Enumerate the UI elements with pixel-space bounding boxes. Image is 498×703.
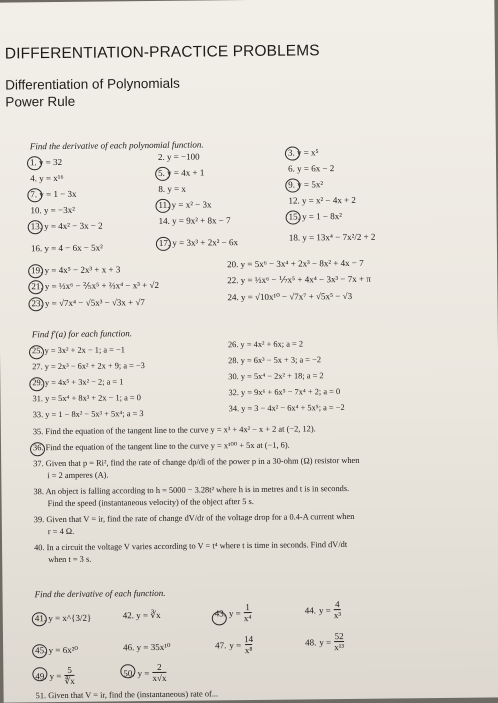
word-problem-cont: Find the speed (instantaneous velocity) of the object after 5 s.: [47, 496, 254, 509]
problem: 43. y = $\frac{1}{\text{x⁴}}$: [214, 602, 252, 624]
problem: 17. y = 3x³ + 2x² − 6x: [158, 237, 239, 248]
pen-circle-mark: [286, 210, 301, 224]
pen-circle-mark: [27, 156, 42, 170]
page-title: DIFFERENTIATION-PRACTICE PROBLEMS: [4, 42, 320, 63]
problem: 18. y = 13x⁴ − 7x²/2 + 2: [288, 231, 376, 243]
problem: 21. y = ⅓x⁶ − ⅖x⁵ + ⅔x⁴ − x³ + √2: [31, 279, 160, 292]
problem: 34. y = 3 − 4x² − 6x⁴ + 5x⁵; a = −2: [228, 403, 345, 414]
problem: 46. y = 35x¹⁰: [123, 641, 171, 653]
problem: 31. y = 5x⁴ + 8x³ + 2x − 1; a = 0: [32, 393, 141, 404]
problem: 27. y = 2x³ − 6x² + 2x + 9; a = −3: [32, 361, 145, 372]
problem: 4. y = x¹⁶: [30, 172, 64, 184]
problem: 7. y = 1 − 3x: [30, 188, 77, 200]
problem: 44. y = $\frac{4}{\text{x³}}$: [304, 599, 342, 621]
section2-instruction: Find f′(a) for each function.: [31, 328, 133, 340]
pen-circle-mark: [28, 220, 43, 234]
word-problem: 35. Find the equation of the tangent line to the curve y = x³ + 4x² − x + 2 at (−2, 12).: [32, 424, 316, 437]
pen-circle-mark: [120, 664, 135, 678]
problem: 32. y = 9x⁶ + 6x⁵ − 7x⁴ + 2; a = 0: [228, 387, 341, 398]
word-problem: 39. Given that V = ir, find the rate of change dV/dr of the voltage drop for a 0.4-A current when: [33, 511, 355, 525]
problem: 47. y = $\frac{14}{\text{x⁸}}$: [215, 633, 254, 656]
footer-problem: 51. Given that V = ir, find the (instantaneous) rate of...: [35, 689, 219, 701]
word-problem-cont: when t = 3 s.: [48, 554, 92, 565]
problem: 24. y = √10x¹⁰ − √7x⁷ + √5x⁵ − √3: [227, 290, 353, 303]
problem: 22. y = ⅓x⁶ − ⅐x⁵ + 4x⁴ − 3x³ − 7x + π: [227, 273, 371, 286]
problem: 1. y = 32: [29, 156, 63, 168]
pen-circle-mark: [28, 280, 43, 294]
problem: 29. y = 4x⁵ + 3x² − 2; a = 1: [32, 377, 124, 388]
problem: 30. y = 5x⁴ − 2x² + 18; a = 2: [228, 371, 324, 382]
fraction: $\frac{5}{∜x}$: [64, 664, 75, 686]
problem: 28. y = 6x³ − 5x + 3; a = −2: [228, 355, 322, 366]
section1-instruction: Find the derivative of each polynomial function.: [29, 139, 204, 152]
pen-circle-mark: [32, 667, 47, 681]
word-problem: 40. In a circuit the voltage V varies according to V = t⁴ where t is time in seconds. Find dV/dt: [34, 539, 348, 553]
problem: 50. y = $\frac{2}{x√x}$: [123, 661, 167, 684]
problem: 26. y = 4x² + 6x; a = 2: [227, 339, 304, 350]
problem: 25. y = 3x² + 2x − 1; a = −1: [31, 345, 125, 356]
section-subtitle: Differentiation of Polynomials: [5, 75, 180, 93]
pen-circle-mark: [155, 167, 170, 181]
problem: 2. y = −100: [157, 151, 200, 162]
problem: 12. y = x² − 4x + 2: [288, 194, 356, 206]
pen-circle-mark: [29, 377, 44, 391]
pen-circle-mark: [155, 199, 170, 213]
fraction: $\frac{14}{\text{x⁸}}$: [244, 633, 254, 656]
topic-heading: Power Rule: [5, 93, 76, 110]
pen-circle-mark: [32, 644, 47, 658]
problem: 8. y = x: [158, 183, 186, 194]
word-problem-cont: r = 4 Ω.: [47, 526, 75, 537]
fraction: $\frac{2}{x√x}$: [152, 661, 167, 684]
fraction: $\frac{4}{\text{x³}}$: [333, 599, 342, 621]
problem: 3. y = x⁵: [287, 147, 319, 158]
word-problem: 37. Given that p = Ri², find the rate of change dp/di of the power p in a 30-ohm (Ω) resistor when: [33, 455, 360, 469]
problem: 9. y = 5x²: [288, 179, 324, 190]
pen-circle-mark: [156, 237, 171, 251]
problem: 10. y = −3x²: [30, 204, 75, 216]
pen-circle-mark: [29, 345, 44, 359]
problem: 48. y = $\frac{52}{\text{x¹³}}$: [305, 631, 345, 653]
problem: 42. y = ∛x: [122, 609, 161, 621]
problem: 11. y = x² − 3x: [158, 199, 212, 210]
problem: 14. y = 9x² + 8x − 7: [158, 215, 231, 226]
pen-circle-mark: [212, 611, 227, 625]
section3-instruction: Find the derivative of each function.: [34, 587, 166, 600]
problem: 19. y = 4x⁵ − 2x³ + x + 3: [31, 264, 121, 276]
pen-circle-mark: [27, 188, 42, 202]
fraction: $\frac{52}{\text{x¹³}}$: [334, 631, 345, 653]
problem: 13. y = 4x² − 3x − 2: [30, 220, 103, 232]
problem: 33. y = 1 − 8x² − 5x³ + 5x⁴; a = 3: [32, 409, 144, 420]
problem: 6. y = 6x − 2: [288, 163, 335, 174]
pen-circle-mark: [28, 297, 43, 311]
word-problem: 38. An object is falling according to h = 5000 − 3.28t² where h is in metres and t is in seconds.: [33, 483, 350, 497]
problem: 5. y = 4x + 1: [158, 167, 205, 178]
problem: 23. y = √7x⁴ − √5x³ − √3x + √7: [31, 297, 145, 309]
problem: 20. y = 5x⁶ − 3x⁴ + 2x³ − 8x² + 4x − 7: [227, 257, 364, 270]
problem: 49. y = $\frac{5}{∜x}$: [35, 664, 75, 686]
problem: 15. y = 1 − 8x²: [288, 211, 343, 222]
word-problem: 36. Find the equation of the tangent line to the curve y = x¹⁰⁰ + 5x at (−1, 6).: [32, 440, 290, 453]
pen-circle-mark: [30, 442, 45, 456]
pen-circle-mark: [32, 612, 47, 626]
problem: 16. y = 4 − 6x − 5x²: [30, 242, 103, 254]
word-problem-cont: i = 2 amperes (A).: [47, 470, 109, 481]
pen-circle-mark: [285, 146, 300, 160]
problem: 45. y = 6x²⁰: [35, 644, 79, 656]
fraction: $\frac{1}{\text{x⁴}}$: [243, 602, 252, 624]
pen-circle-mark: [28, 264, 43, 278]
pen-circle-mark: [285, 178, 300, 192]
problem: 41. y = x^{3/2}: [34, 612, 92, 624]
